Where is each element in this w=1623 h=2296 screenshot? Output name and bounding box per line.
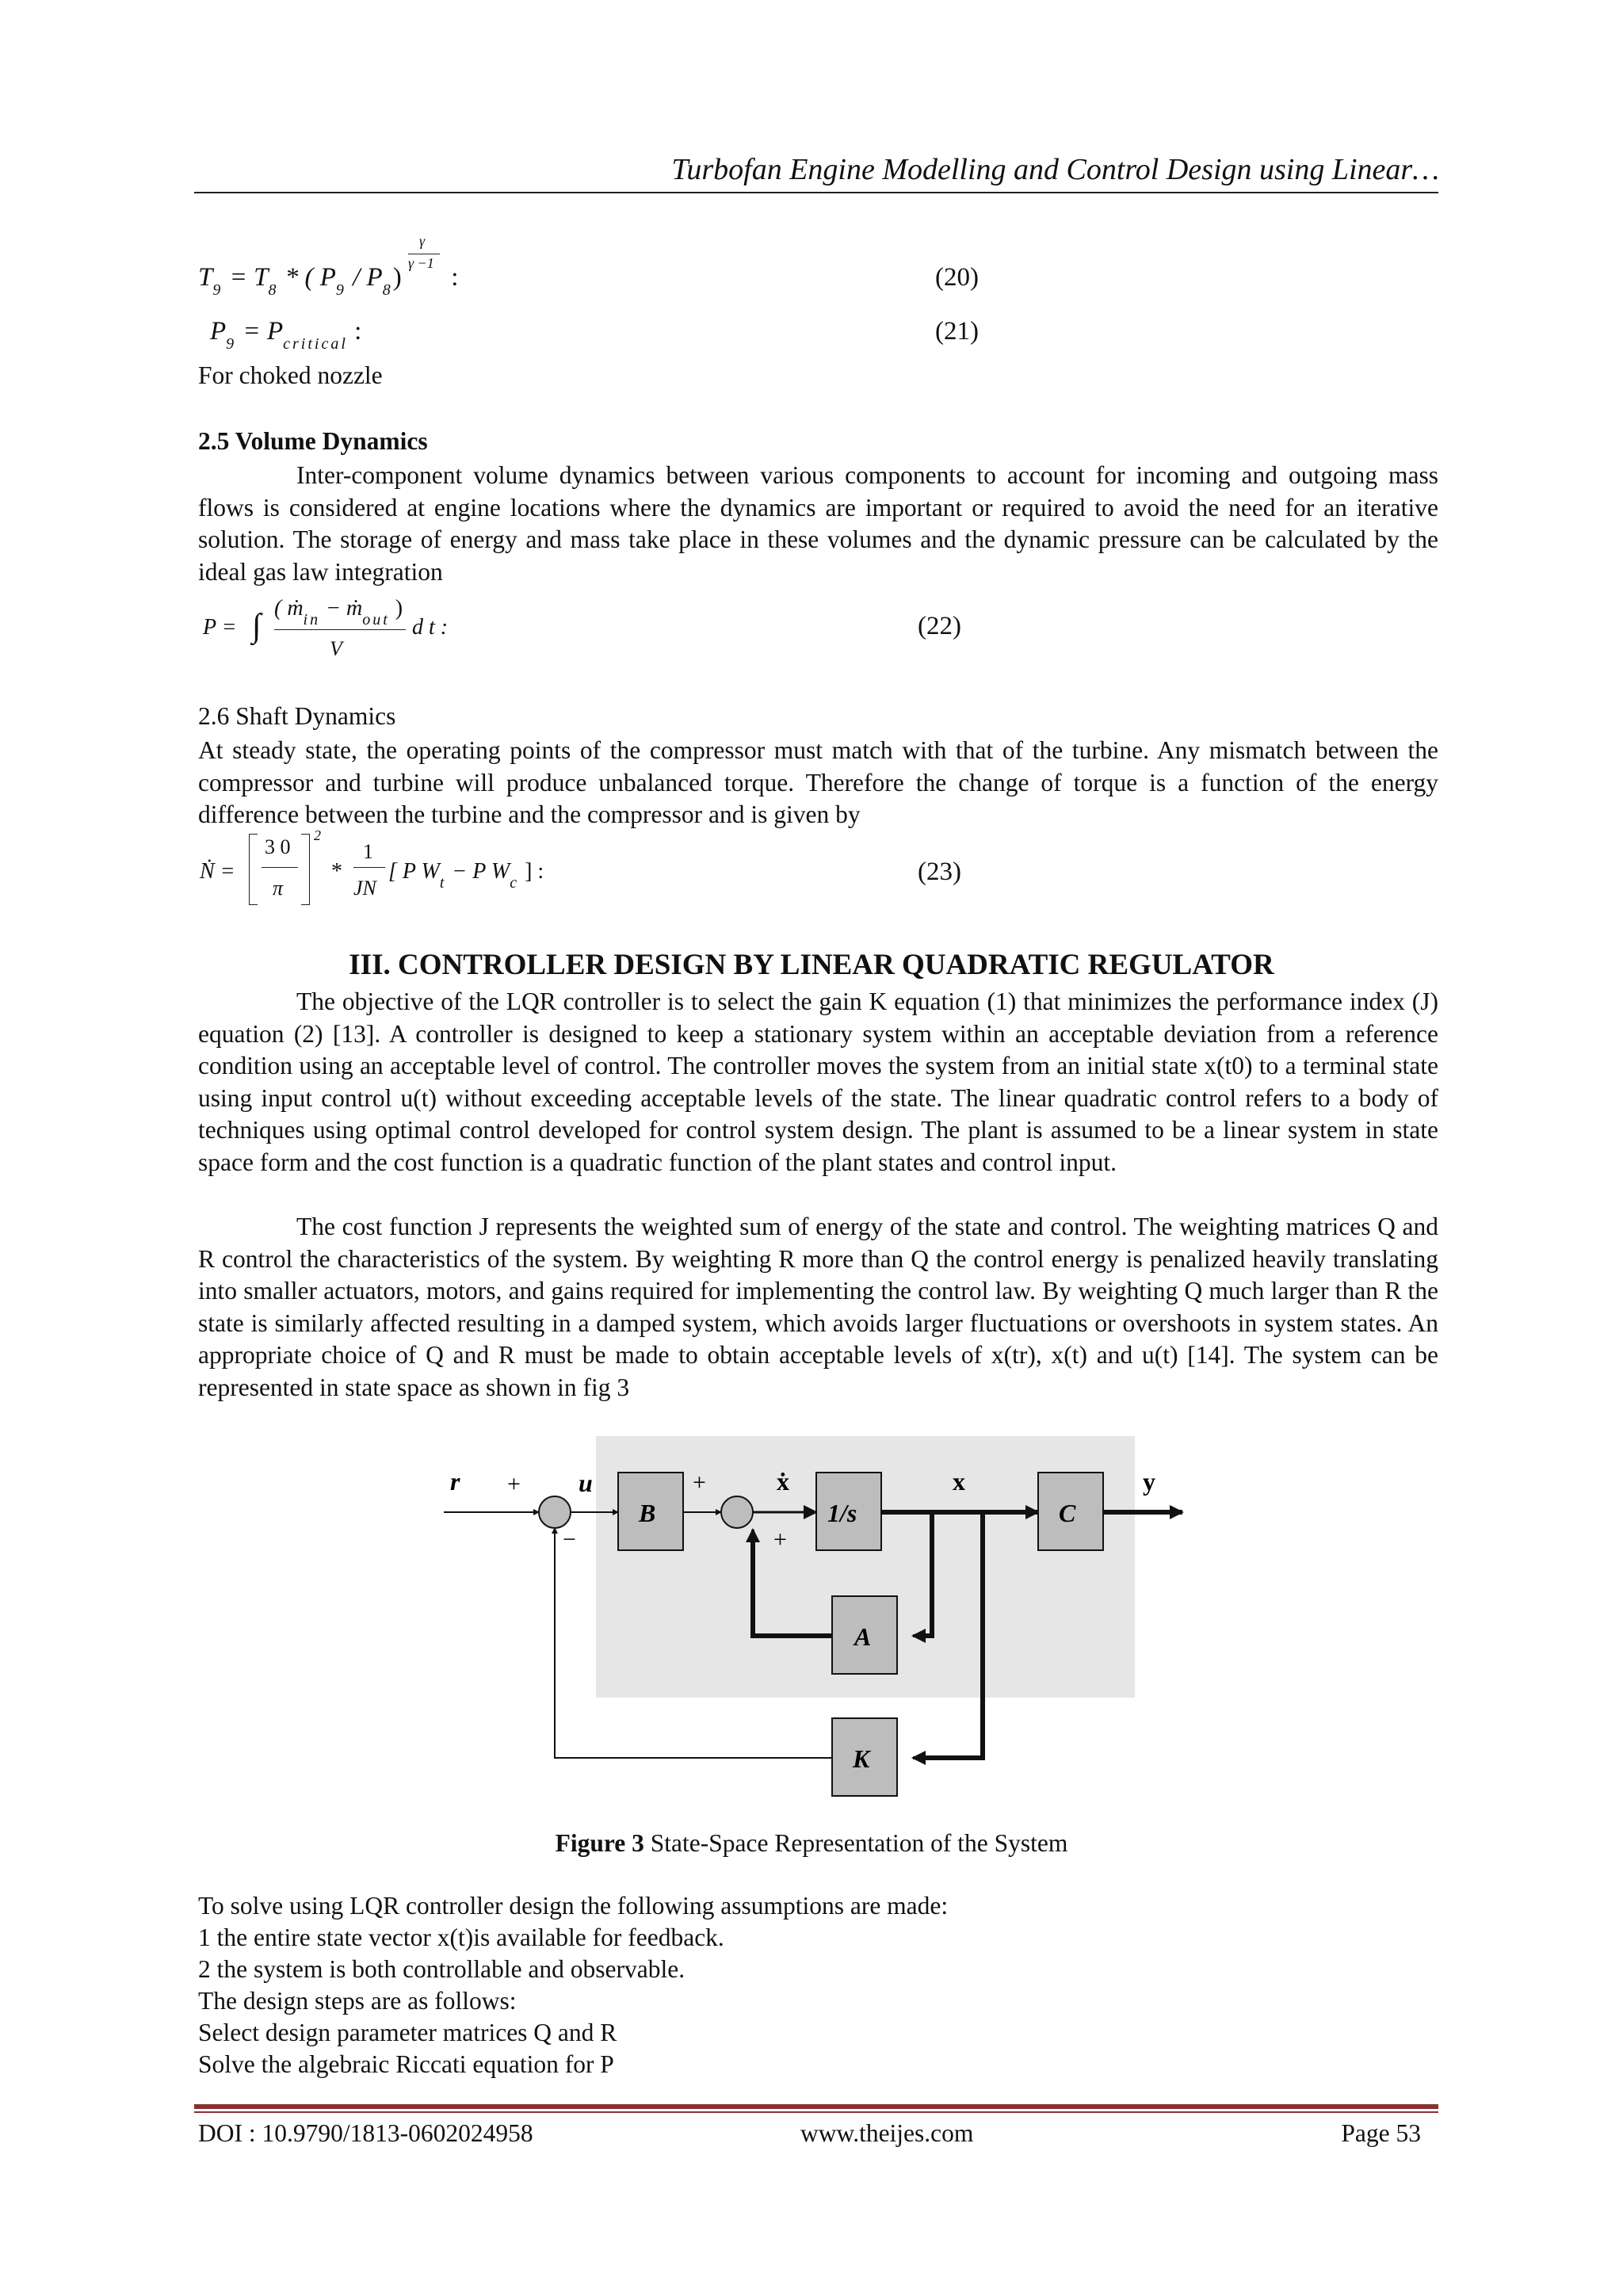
eq23-sub-t: t xyxy=(439,874,447,892)
figure-caption xyxy=(0,1829,1623,1858)
eq22-dt: d t : xyxy=(412,615,449,640)
label-plus-3: + xyxy=(773,1526,787,1553)
eq20-mid-sub: 9 xyxy=(335,281,346,299)
footer-url[interactable]: www.theijes.com xyxy=(800,2119,974,2147)
label-y: y xyxy=(1143,1467,1155,1496)
state-space-diagram xyxy=(428,1427,1220,1823)
eq23-frac-den: π xyxy=(273,877,284,900)
eq22-lhs: P = xyxy=(203,615,237,640)
eq22-mdot-in: ( ṁ xyxy=(274,596,304,621)
section-3-paragraph-1: The objective of the LQR controller is to select the gain K equation (1) that minimizes the performance index (J) equation (2) [13]. A controller is designed to keep a stationary system within an acceptable deviation from a reference condition using an acceptable level of control. The controller moves the system from an initial state x(t0) to a terminal state using input control u(t) without exceeding acceptable levels of the state. The linear quadratic control refers to a body of techniques using optimal control developed for control system design. The plant is assumed to be a linear system in state space form and the cost function is a quadratic function of the plant states and control input. xyxy=(198,988,1438,1176)
eq20-exp-den: γ −1 xyxy=(407,255,434,271)
eq22-integral: ∫ xyxy=(252,608,262,644)
eq23-pwc: − P W xyxy=(452,859,510,884)
running-title: Turbofan Engine Modelling and Control Design using Linear… xyxy=(671,153,1439,186)
eq22-sub-in: in xyxy=(303,611,321,628)
equation-20: $T_9 = T_8$ * ( $P_9 / P_8$) $\frac{\gamma}{\gamma -1}$ : xyxy=(198,233,459,299)
eq20-tail: : xyxy=(451,263,459,292)
eq21-rhs: = P xyxy=(242,317,284,346)
choked-nozzle-note: For choked nozzle xyxy=(198,361,383,389)
eq23-sub-c: c xyxy=(510,874,520,892)
eq23-bracket xyxy=(388,859,544,892)
label-u: u xyxy=(579,1469,593,1497)
eq23-star: * xyxy=(331,859,342,884)
label-x: x xyxy=(953,1467,965,1496)
eq20-lhs: T xyxy=(198,263,213,292)
label-K: K xyxy=(853,1744,870,1773)
eq21-lhs-sub: 9 xyxy=(226,335,237,353)
eq21-rhs-sub: critical xyxy=(283,335,348,353)
eq20-rhs-sub: 8 xyxy=(268,281,279,299)
text-line-3: 2 the system is both controllable and observable. xyxy=(198,1955,685,1983)
caption-text: State-Space Representation of the System xyxy=(650,1829,1068,1857)
text-line-4: The design steps are as follows: xyxy=(198,1987,517,2015)
caption-label: Figure 3 xyxy=(555,1829,644,1857)
section-2-6-heading: 2.6 Shaft Dynamics xyxy=(198,702,396,730)
summing-junction-2 xyxy=(721,1496,753,1528)
eq20-exp-num: γ xyxy=(418,233,426,249)
eq22-denominator: V xyxy=(330,637,342,660)
eq22-mdot-out: − ṁ xyxy=(326,596,363,621)
label-A: A xyxy=(854,1622,872,1651)
section-3-paragraph-2: The cost function J represents the weighted sum of energy of the state and control. The weighting matrices Q and R control the characteristics of the system. By weighting R more than Q the control energy is penalized heavily translating into smaller actuators, motors, and gains required for implementing the control law. By weighting Q much larger than R the state is similarly affected resulting in a damped system, which avoids larger fluctuations or overshoots in system states. An appropriate choice of Q and R must be made to obtain acceptable levels of x(tr), x(t) and u(t) [14]. The system can be represented in state space as shown in fig 3 xyxy=(198,1213,1438,1401)
label-B: B xyxy=(639,1499,656,1527)
eq20-lhs-sub: 9 xyxy=(212,281,223,299)
eq21-tail: : xyxy=(354,317,362,346)
eq23-power: 2 xyxy=(314,827,321,843)
label-C: C xyxy=(1059,1499,1076,1527)
eq23-close: ] : xyxy=(525,859,544,884)
footer-rule-thin xyxy=(194,2111,1438,2113)
eq20-number: (20) xyxy=(935,263,979,292)
eq20-div: / P xyxy=(353,263,383,292)
label-minus-1: − xyxy=(563,1526,576,1553)
summing-junction-1 xyxy=(539,1496,571,1528)
equation-22 xyxy=(198,596,753,667)
text-line-5: Select design parameter matrices Q and R xyxy=(198,2019,617,2046)
eq23-frac2-den: JN xyxy=(353,877,376,900)
label-r: r xyxy=(450,1467,460,1496)
footer-page-number: Page 53 xyxy=(1341,2119,1421,2147)
text-line-2: 1 the entire state vector x(t)is available for feedback. xyxy=(198,1924,724,1951)
equation-21 xyxy=(210,317,361,353)
section-2-5-body: Inter-component volume dynamics between various components to account for incoming and outgoing mass flows is considered at engine locations where the dynamics are important or required to avoid the need for an iterative solution. The storage of energy and mass take place in these volumes and the dynamic pressure can be calculated by the ideal gas law integration xyxy=(198,461,1438,586)
footer-rule-thick xyxy=(194,2104,1438,2109)
text-line-6: Solve the algebraic Riccati equation for P xyxy=(198,2050,614,2078)
label-integrator: 1/s xyxy=(827,1499,857,1527)
eq23-number: (23) xyxy=(918,858,961,886)
eq20-rhs: = T xyxy=(229,263,269,292)
text-line-1: To solve using LQR controller design the following assumptions are made: xyxy=(198,1892,949,1920)
eq22-sub-out: out xyxy=(362,611,390,628)
eq22-numerator xyxy=(274,596,403,629)
eq23-frac-num: 3 0 xyxy=(265,835,291,858)
eq23-pwt: [ P W xyxy=(388,859,440,884)
section-3-heading: III. CONTROLLER DESIGN BY LINEAR QUADRATIC REGULATOR xyxy=(349,949,1274,981)
header-rule xyxy=(194,192,1438,193)
eq22-close-paren: ) xyxy=(395,596,403,621)
label-plus-2: + xyxy=(693,1469,706,1496)
label-plus-1: + xyxy=(507,1471,521,1497)
equation-23 xyxy=(198,827,769,921)
section-2-6-body: At steady state, the operating points of the compressor must match with that of the turbine. Any mismatch between the compressor and turbine will produce unbalanced torque. Therefore the change of torque is a function of the energy difference between the turbine and the compressor and is given by xyxy=(198,736,1438,828)
eq20-div-sub: 8 xyxy=(382,281,393,299)
eq20-mid: * ( P xyxy=(285,263,336,292)
eq23-lhs: Ṅ = xyxy=(200,859,235,884)
eq22-number: (22) xyxy=(918,612,961,640)
footer-doi: DOI : 10.9790/1813-0602024958 xyxy=(198,2119,533,2147)
eq21-number: (21) xyxy=(935,317,979,346)
section-2-5-heading: 2.5 Volume Dynamics xyxy=(198,427,428,455)
eq21-lhs: P xyxy=(210,317,227,346)
eq23-frac2-num: 1 xyxy=(363,840,373,863)
label-xdot: ẋ xyxy=(777,1467,789,1496)
